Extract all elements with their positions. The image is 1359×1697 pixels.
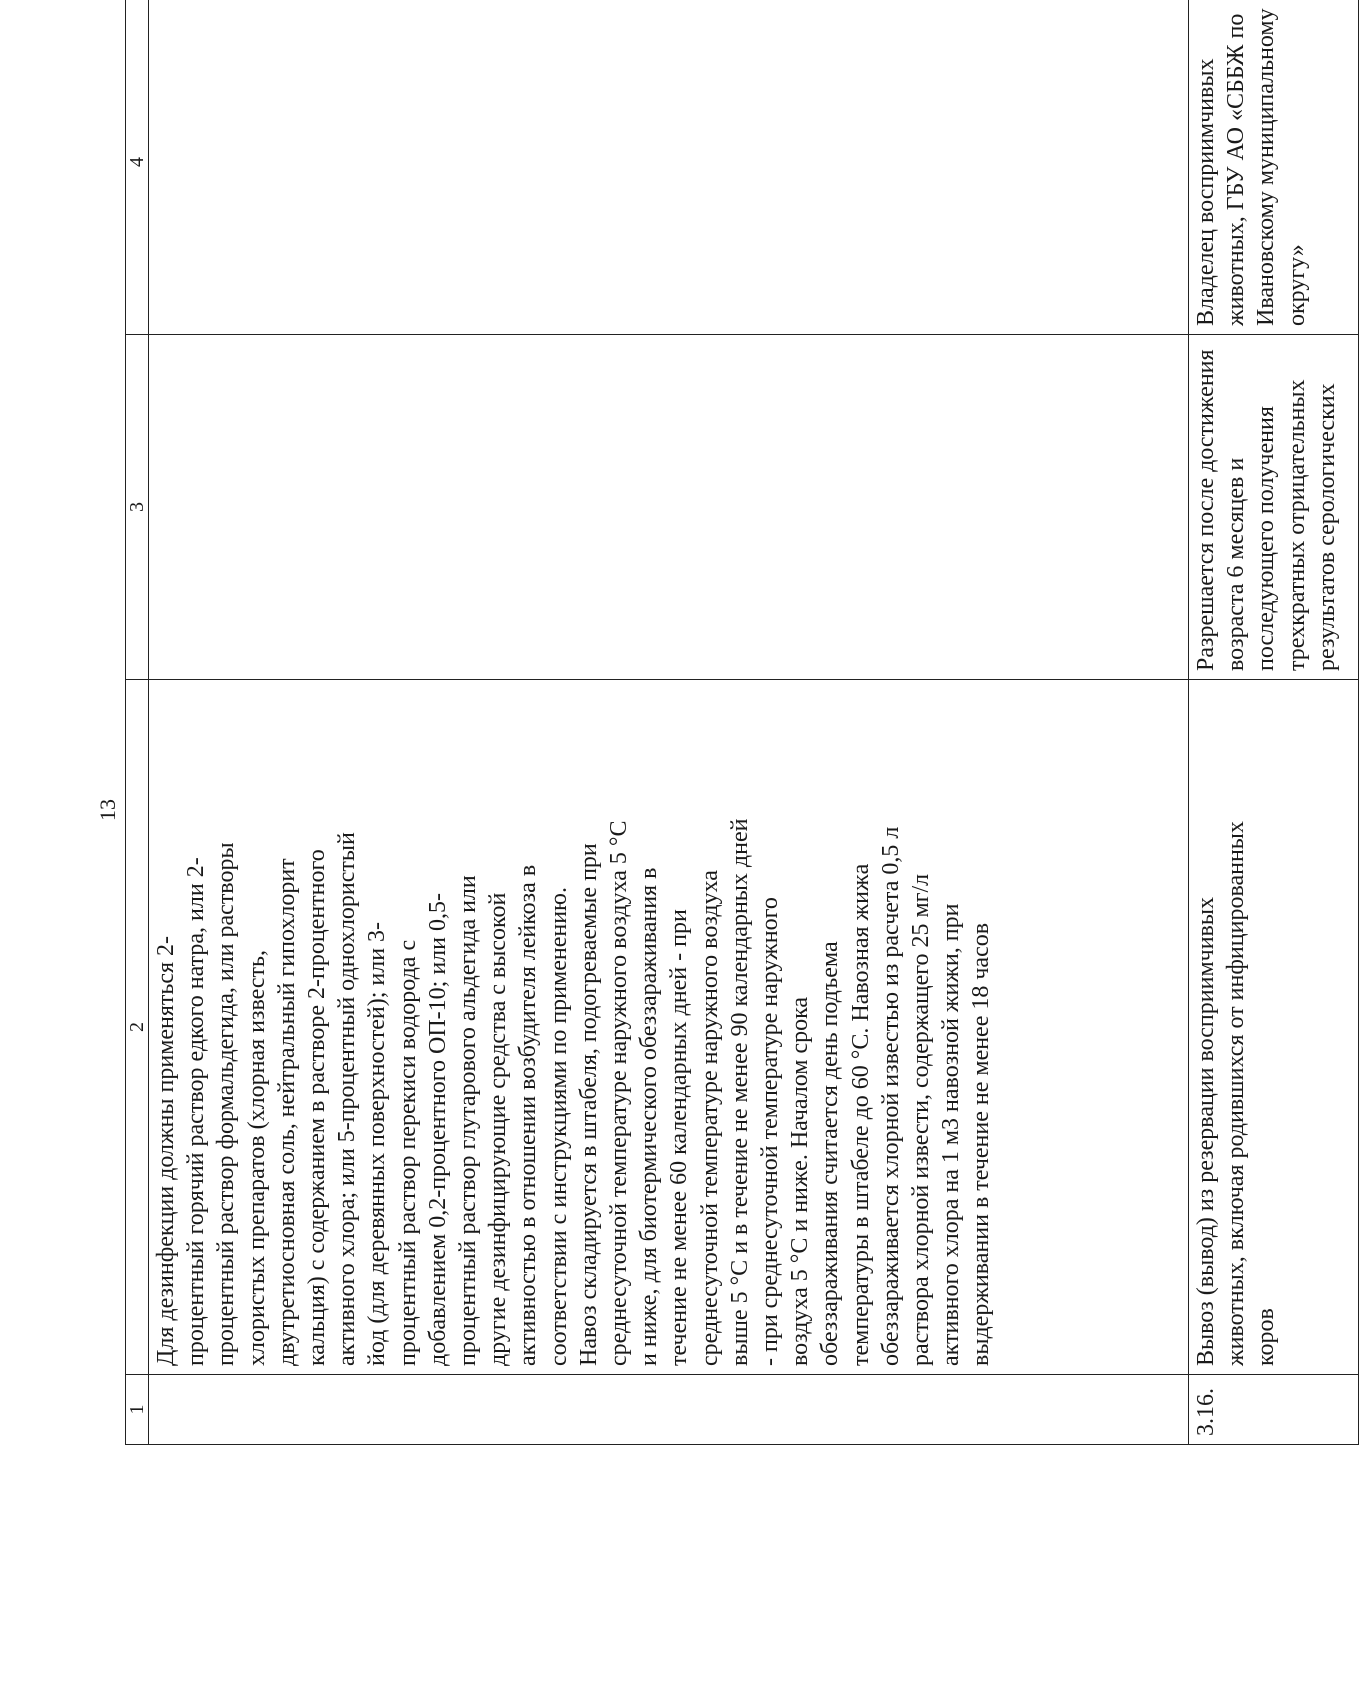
condition-cell xyxy=(149,335,1189,680)
header-cell-2: 2 xyxy=(126,680,149,1375)
table-row xyxy=(149,0,1189,1445)
header-cell-4: 4 xyxy=(126,0,149,335)
row-number-cell: 3.16. xyxy=(1189,1375,1359,1445)
table-row xyxy=(1189,0,1359,1445)
rotated-sheet xyxy=(95,8,1340,1600)
measure-cell: Для дезинфекции должны применяться 2- процентный горячий раствор едкого натра, или 2- процентный раствор формальдегида, или растворы хлористых препаратов (хлорная известь, двутретиосновная соль, нейтральный гипохлорит кальция) с содержанием в растворе 2-процентного активного хлора; или 5-процентный однохлористый йод (для деревянных поверхностей); или 3- процентный раствор перекиси водорода с добавлением 0,2-процентного ОП-10; или 0,5- процентный раствор глутарового альдегида или другие дезинфицирующие средства с высокой активностью в отношении возбудителя лейкоза в соответствии с инструкциями по применению. Навоз складируется в штабеля, подогреваемые при среднесуточной температуре наружного воздуха 5 °С и ниже, для биотермического обеззараживания в течение не менее 60 календарных дней - при среднесуточной температуре наружного воздуха выше 5 °С и в течение не менее 90 календарных дней - при среднесуточной температуре наружного воздуха 5 °С и ниже. Началом срока обеззараживания считается день подъема температуры в штабеле до 60 °С. Навозная жижа обеззараживается хлорной известью из расчета 0,5 л раствора хлорной извести, содержащего 25 мг/л активного хлора на 1 м3 навозной жижи, при выдерживании в течение не менее 18 часов xyxy=(149,680,1189,1375)
header-cell-3: 3 xyxy=(126,335,149,680)
row-number-cell xyxy=(149,1375,1189,1445)
responsible-cell xyxy=(149,0,1189,335)
page-number: 13 xyxy=(95,799,120,821)
header-cell-1: 1 xyxy=(126,1375,149,1445)
measure-cell: Вывоз (вывод) из резервации восприимчивых животных, включая родившихся от инфицированных коров xyxy=(1189,680,1359,1375)
table-header-row xyxy=(126,0,149,1445)
condition-cell: Разрешается после достижения возраста 6 месяцев и последующего получения трехкратных отрицательных результатов серологических xyxy=(1189,335,1359,680)
measures-table xyxy=(125,0,1359,1445)
responsible-cell: Владелец восприимчивых животных, ГБУ АО «СББЖ по Ивановскому муниципальному округу» xyxy=(1189,0,1359,335)
